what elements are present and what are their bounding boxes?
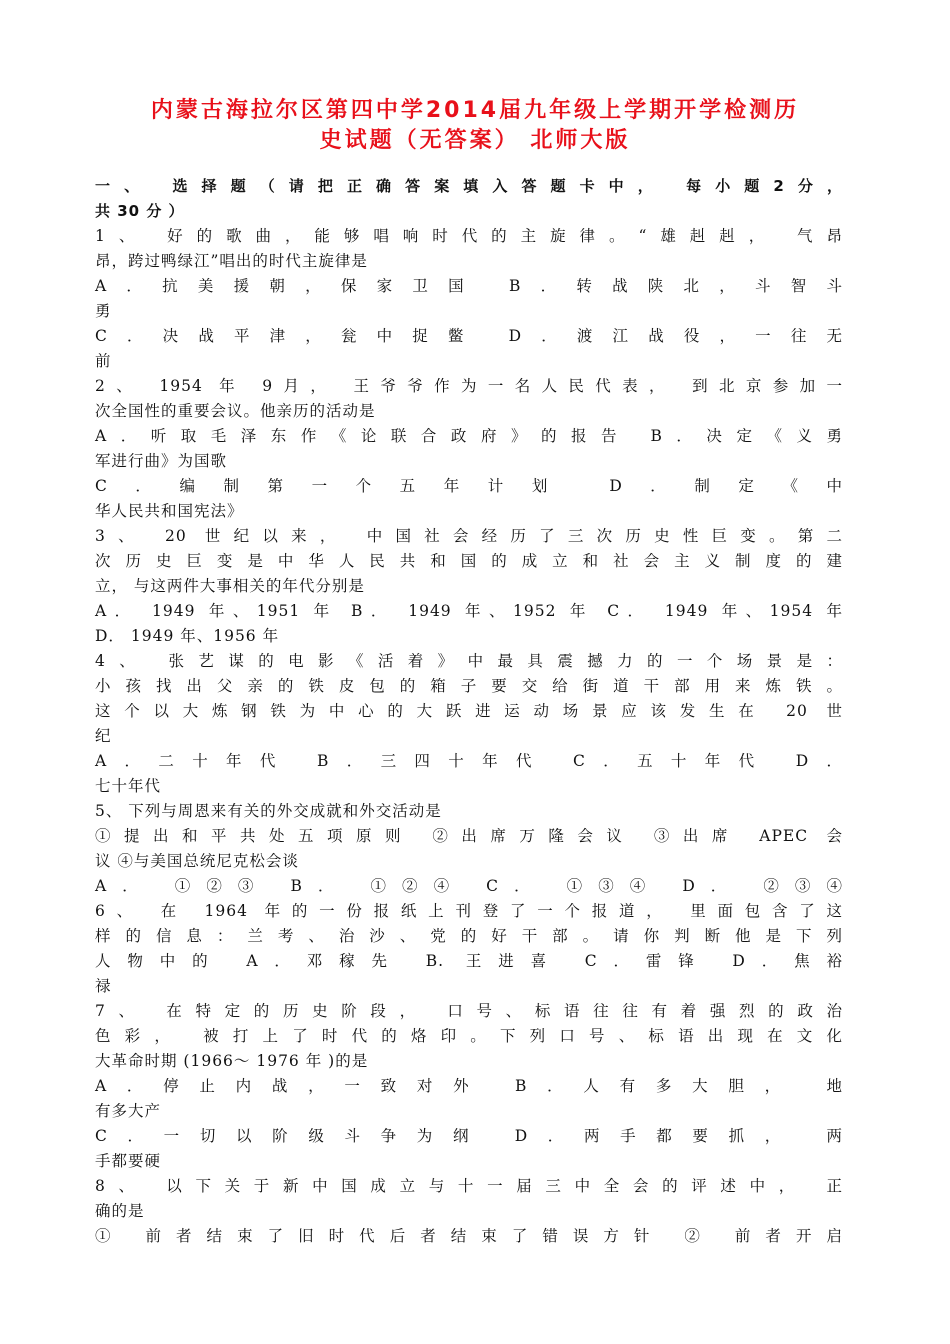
text-line: 议 ④与美国总统尼克松会谈 xyxy=(95,852,299,870)
text-line: A．抗美援朝，保家卫国 B．转战陕北，斗智斗 xyxy=(95,277,843,295)
document-title xyxy=(70,96,880,156)
text-line: 立， 与这两件大事相关的年代分别是 xyxy=(95,577,365,595)
text-line: A．停止内战，一致对外 B．人有多大胆， 地 xyxy=(95,1077,843,1095)
text-line: 有多大产 xyxy=(95,1102,162,1120)
text-line: 人物中的 A．邓稼先 B. 王进喜 C．雷锋 D．焦裕 xyxy=(95,952,843,970)
text-line: 色彩， 被打上了时代的烙印。下列口号、标语出现在文化 xyxy=(95,1027,843,1045)
text-line: 3、 20 世纪以来， 中国社会经历了三次历史性巨变。第二 xyxy=(95,527,843,545)
text-line: 7、 在特定的历史阶段， 口号、标语往往有着强烈的政治 xyxy=(95,1002,843,1020)
text-line: A． ①②③ B． ①②④ C． ①③④ D． ②③④ xyxy=(95,877,843,895)
text-line: 2、 1954 年 9月， 王爷爷作为一名人民代表， 到北京参加一 xyxy=(95,377,843,395)
text-line: 大革命时期 (1966～ 1976 年 )的是 xyxy=(95,1052,369,1070)
text-line: 1、 好的歌曲，能够唱响时代的主旋律。“雄赳赳， 气昂 xyxy=(95,227,843,245)
text-line: 禄 xyxy=(95,977,112,995)
text-line: 5、 下列与周恩来有关的外交成就和外交活动是 xyxy=(95,802,442,820)
text-line: C．一切以阶级斗争为纲 D．两手都要抓， 两 xyxy=(95,1127,843,1145)
text-line: 华人民共和国宪法》 xyxy=(95,502,244,520)
text-line: 样的信息：兰考、治沙、党的好干部。请你判断他是下列 xyxy=(95,927,843,945)
text-line: A． 1949 年、1951 年 B． 1949 年、1952 年 C． 1949 年、1954 年 xyxy=(95,602,843,620)
text-line: 小孩找出父亲的铁皮包的箱子要交给街道干部用来炼铁。 xyxy=(95,677,843,695)
text-line: D． 1949 年、1956 年 xyxy=(95,627,280,645)
text-line: C．编制第一个五年计划 D．制定《中 xyxy=(95,477,843,495)
text-line: 次全国性的重要会议。他亲历的活动是 xyxy=(95,402,376,420)
text-line: 共 30 分 ） xyxy=(95,202,185,220)
text-line: C．决战平津，瓮中捉鳖 D．渡江战役，一往无 xyxy=(95,327,843,345)
text-line: 七十年代 xyxy=(95,777,162,795)
title-line-2: 史试题（无答案） 北师大版 xyxy=(319,128,631,153)
text-line: 8、 以下关于新中国成立与十一届三中全会的评述中， 正 xyxy=(95,1177,843,1195)
text-line: A．听取毛泽东作《论联合政府》的报告 B．决定《义勇 xyxy=(95,427,843,445)
question-body xyxy=(95,174,843,1249)
text-line: 4、 张艺谋的电影《活着》中最具震撼力的一个场景是： xyxy=(95,652,843,670)
text-line: 这个以大炼钢铁为中心的大跃进运动场景应该发生在 20 世 xyxy=(95,702,843,720)
text-line: 手都要硬 xyxy=(95,1152,162,1170)
text-line: 勇 xyxy=(95,302,112,320)
text-line: 军进行曲》为国歌 xyxy=(95,452,228,470)
text-line: A．二十年代 B．三四十年代 C．五十年代 D． xyxy=(95,752,843,770)
text-line: ① 前者结束了旧时代后者结束了错误方针 ② 前者开启 xyxy=(95,1227,843,1245)
text-line: ①提出和平共处五项原则 ②出席万隆会议 ③出席 APEC 会 xyxy=(95,827,843,845)
text-line: 一、 选择题（请把正确答案填入答题卡中， 每小题2分， xyxy=(95,177,843,195)
text-line: 确的是 xyxy=(95,1202,145,1220)
title-line-1: 内蒙古海拉尔区第四中学2014届九年级上学期开学检测历 xyxy=(150,98,800,123)
text-line: 纪 xyxy=(95,727,112,745)
text-line: 前 xyxy=(95,352,112,370)
text-line: 昂，跨过鸭绿江”唱出的时代主旋律是 xyxy=(95,252,368,270)
text-line: 次历史巨变是中华人民共和国的成立和社会主义制度的建 xyxy=(95,552,843,570)
text-line: 6、 在 1964 年的一份报纸上刊登了一个报道， 里面包含了这 xyxy=(95,902,843,920)
